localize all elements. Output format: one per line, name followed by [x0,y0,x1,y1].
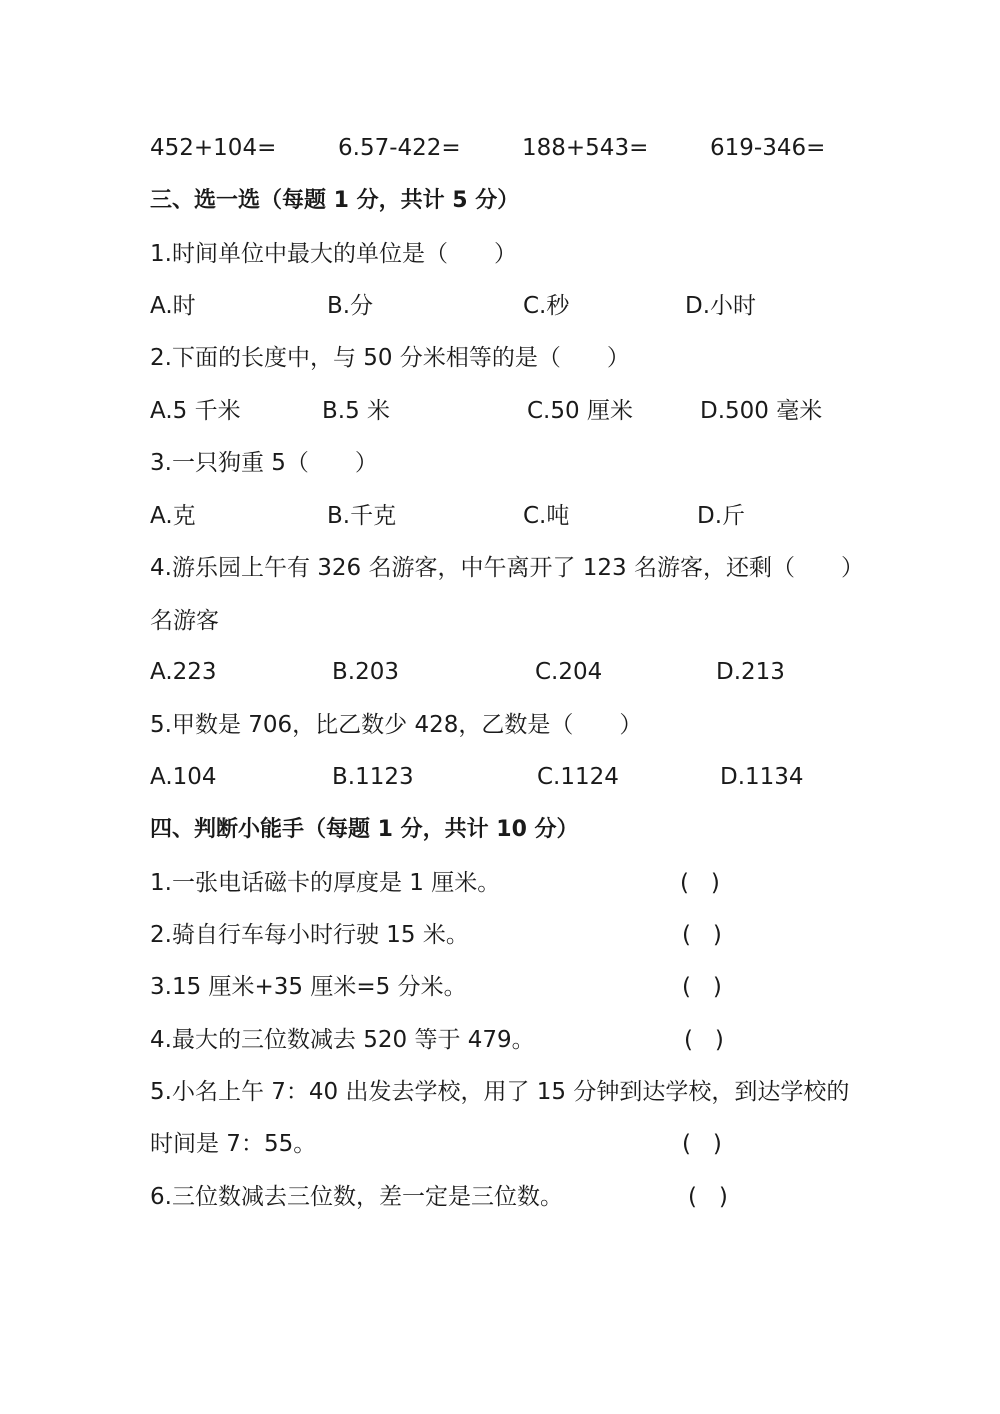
option-a: A.223 [150,659,217,685]
option-d: D.213 [716,659,785,685]
judge-item-text: 3.15 厘米+35 厘米=5 分米。 [150,974,467,1000]
section3-q4-stem: 4.游乐园上午有 326 名游客，中午离开了 123 名游客，还剩（ ） [150,555,864,581]
option-c: C.50 厘米 [527,398,633,424]
section3-q4-stem-cont: 名游客 [150,608,219,634]
option-d: D.1134 [720,764,804,790]
answer-blank[interactable]: ( ) [682,1131,722,1157]
option-c: C.204 [535,659,603,685]
option-d: D.斤 [697,503,746,529]
judge-item-2 [150,920,900,950]
option-a: A.时 [150,293,196,319]
judge-item-5 [150,1077,900,1107]
answer-blank[interactable]: ( ) [680,870,720,896]
option-c: C.1124 [537,764,619,790]
section3-q5-stem: 5.甲数是 706，比乙数少 428，乙数是（ ） [150,712,643,738]
option-a: A.克 [150,503,196,529]
answer-blank[interactable]: ( ) [688,1184,728,1210]
option-c: C.秒 [523,293,570,319]
option-b: B.千克 [327,503,397,529]
calc-3: 188+543= [522,135,649,161]
option-c: C.吨 [523,503,570,529]
option-b: B.分 [327,293,374,319]
judge-item-text: 4.最大的三位数减去 520 等于 479。 [150,1027,535,1053]
judge-item-text: 2.骑自行车每小时行驶 15 米。 [150,922,469,948]
calc-2: 6.57-422= [338,135,461,161]
calc-4: 619-346= [710,135,826,161]
judge-item-1 [150,868,900,898]
answer-blank[interactable]: ( ) [682,922,722,948]
judge-item-4 [150,1025,900,1055]
answer-blank[interactable]: ( ) [682,974,722,1000]
judge-item-text-cont: 时间是 7：55。 [150,1131,317,1157]
section4-title: 四、判断小能手（每题 1 分，共计 10 分） [150,817,579,842]
judge-item-text: 5.小名上午 7：40 出发去学校，用了 15 分钟到达学校，到达学校的 [150,1079,850,1105]
option-a: A.104 [150,764,217,790]
judge-item-text: 6.三位数减去三位数，差一定是三位数。 [150,1184,563,1210]
option-d: D.小时 [685,293,757,319]
section3-title: 三、选一选（每题 1 分，共计 5 分） [150,188,520,213]
judge-item-text: 1.一张电话磁卡的厚度是 1 厘米。 [150,870,501,896]
section3-q1-stem: 1.时间单位中最大的单位是（ ） [150,241,517,267]
option-b: B.203 [332,659,399,685]
judge-item-3 [150,972,900,1002]
answer-blank[interactable]: ( ) [684,1027,724,1053]
option-d: D.500 毫米 [700,398,823,424]
option-b: B.5 米 [322,398,391,424]
judge-item-6 [150,1182,900,1212]
calc-1: 452+104= [150,135,277,161]
section3-q2-stem: 2.下面的长度中，与 50 分米相等的是（ ） [150,345,630,371]
judge-item-5-cont [150,1129,900,1159]
section3-q3-stem: 3.一只狗重 5（ ） [150,450,378,476]
option-a: A.5 千米 [150,398,241,424]
option-b: B.1123 [332,764,414,790]
